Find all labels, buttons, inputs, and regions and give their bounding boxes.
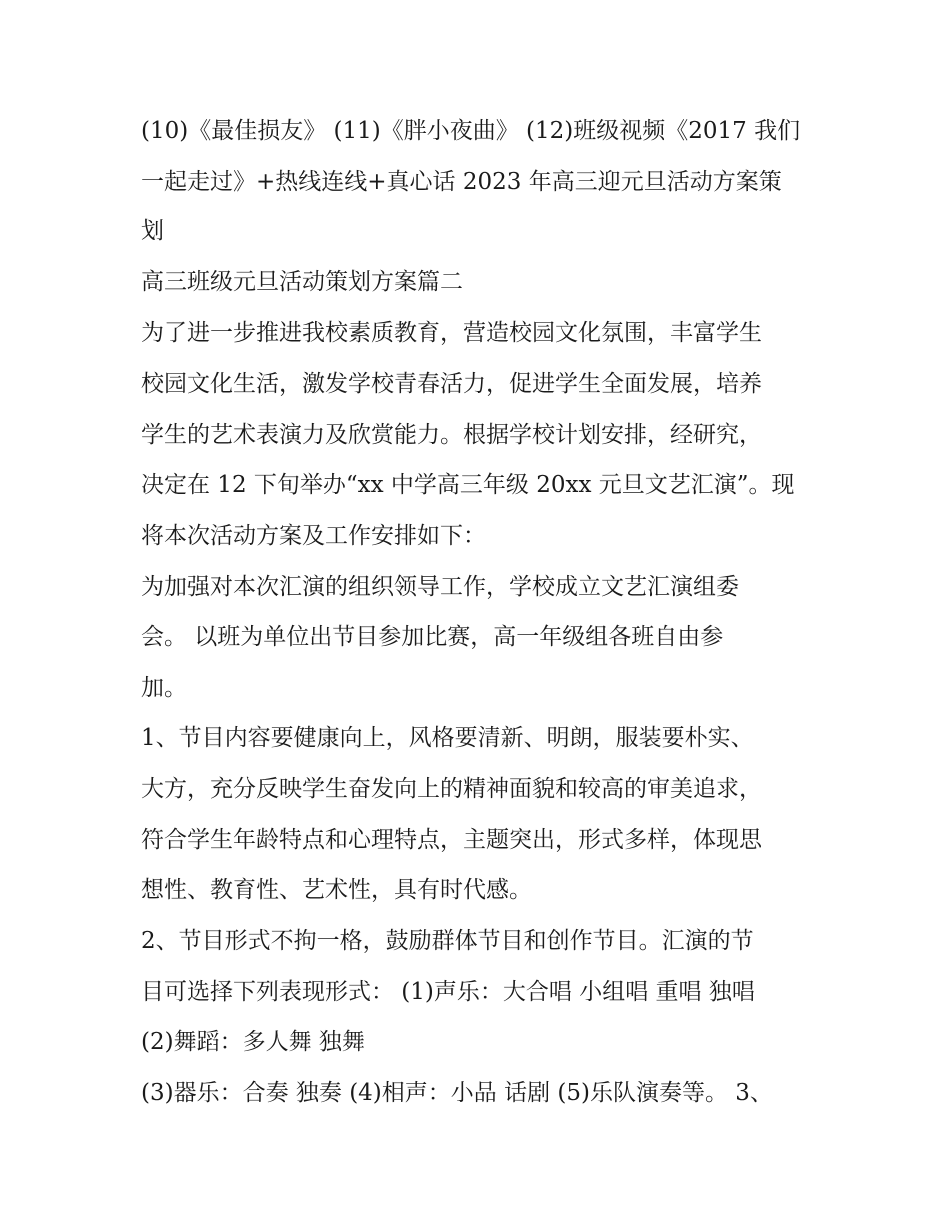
text-line: 会。 以班为单位出节目参加比赛，高一年级组各班自由参 [141, 624, 724, 650]
text-line: 学生的艺术表演力及欣赏能力。根据学校计划安排，经研究， [141, 422, 762, 448]
text-line: 符合学生年龄特点和心理特点，主题突出，形式多样，体现思 [141, 827, 762, 853]
text-line: 想性、教育性、艺术性，具有时代感。 [141, 877, 532, 903]
text-line: 1、节目内容要健康向上，风格要清新、明朗，服装要朴实、 [141, 725, 754, 751]
section-heading: 高三班级元旦活动策划方案篇二 [141, 269, 463, 295]
text-line: 2、节目形式不拘一格，鼓励群体节目和创作节目。汇演的节 [141, 928, 754, 954]
text-line: 大方，充分反映学生奋发向上的精神面貌和较高的审美追求， [141, 776, 762, 802]
text-line: 为加强对本次汇演的组织领导工作，学校成立文艺汇演组委 [141, 574, 739, 600]
text-line: 一起走过》+热线连线+真心话 2023 年高三迎元旦活动方案策 [141, 169, 782, 195]
text-line: 划 [141, 218, 164, 244]
text-line: 决定在 12 下旬举办“xx 中学高三年级 20xx 元旦文艺汇演”。现 [141, 472, 795, 498]
text-line: 将本次活动方案及工作安排如下： [141, 523, 486, 549]
text-line: 校园文化生活，激发学校青春活力，促进学生全面发展，培养 [141, 371, 762, 397]
text-line: (2)舞蹈：多人舞 独舞 [141, 1029, 365, 1055]
text-line: 目可选择下列表现形式： (1)声乐：大合唱 小组唱 重唱 独唱 [141, 979, 755, 1005]
text-line: 为了进一步推进我校素质教育，营造校园文化氛围，丰富学生 [141, 320, 762, 346]
text-line: (10)《最佳损友》 (11)《胖小夜曲》 (12)班级视频《2017 我们 [141, 118, 801, 144]
text-line: 加。 [141, 675, 187, 701]
text-line: (3)器乐：合奏 独奏 (4)相声：小品 话剧 (5)乐队演奏等。 3、 [141, 1080, 773, 1106]
